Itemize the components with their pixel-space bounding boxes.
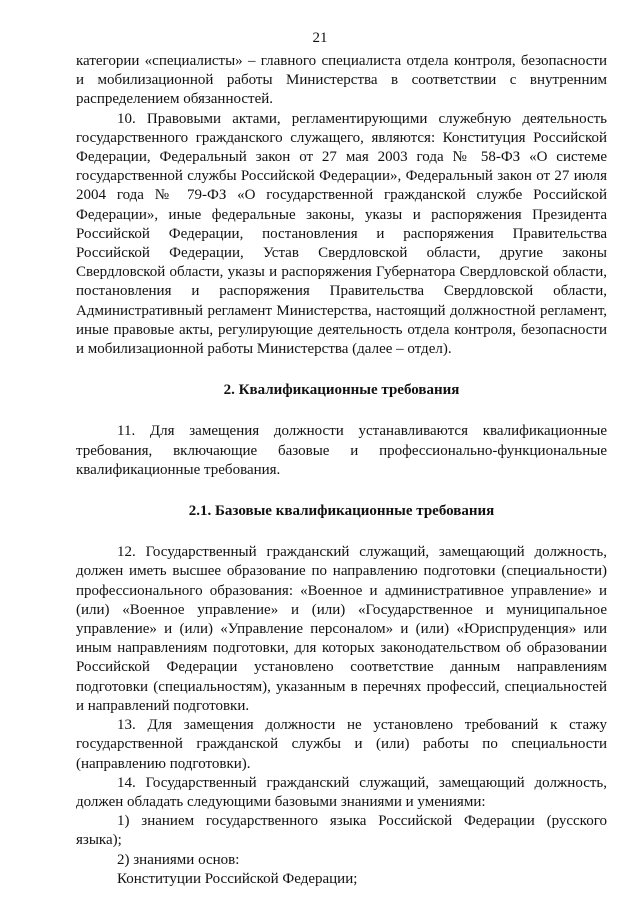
paragraph-intro: категории «специалисты» – главного специалиста отдела контроля, безопасности и мобилизационной работы Министерства в соответствии с внутренним распределением обязанностей.	[76, 53, 607, 108]
section-heading-2-1: 2.1. Базовые квалификационные требования	[188, 503, 495, 520]
section-heading-2: 2. Квалификационные требования	[223, 382, 460, 399]
document-body	[76, 52, 607, 889]
paragraph-11: 11. Для замещения должности устанавливаются квалификационные требования, включающие базовые и профессионально-функциональные квалификационные требования.	[76, 423, 607, 478]
paragraph-13: 13. Для замещения должности не установлено требований к стажу государственной гражданской службы и (или) работы по специальности (направлению подготовки).	[76, 717, 607, 772]
paragraph-10: 10. Правовыми актами, регламентирующими служебную деятельность государственного гражданского служащего, являются: Конституция Российской Федерации, Федеральный закон от 27 мая 2003 года № 58-ФЗ «О системе государственной службы Российской Федерации», Федеральный закон от 27 июля 2004 года № 79-ФЗ «О государственной гражданской службе Российской Федерации», иные федеральные законы, указы и распоряжения Президента Российской Федерации, постановления и распоряжения Правительства Российской Федерации, Устав Свердловской области, другие законы Свердловской области, указы и распоряжения Губернатора Свердловской области, постановления и распоряжения Правительства Свердловской области, Административный регламент Министерства, настоящий должностной регламент, иные правовые акты, регулирующие деятельность отдела контроля, безопасности и мобилизационной работы Министерства (далее – отдел).	[76, 110, 607, 358]
paragraph-14: 14. Государственный гражданский служащий, замещающий должность, должен обладать следующими базовыми знаниями и умениями:	[76, 774, 607, 810]
list-item-14-1: 1) знанием государственного языка Российской Федерации (русского языка);	[76, 813, 607, 849]
list-item-14-2: 2) знаниями основ:	[117, 851, 240, 868]
page-number: 21	[312, 30, 328, 46]
paragraph-12: 12. Государственный гражданский служащий, замещающий должность, должен иметь высшее образование по направлению подготовки (специальности) профессионального образования: «Военное и административное управление» и (или) «Военное управление» и (или) «Государственное и муниципальное управление» и (или) «Управление персоналом» и (или) «Юриспруденция» или иным направлениям подготовки, для которых законодательством об образовании Российской Федерации установлено соответствие данным направлениям подготовки (специальностям), указанным в перечнях профессий, специальностей и направлений подготовки.	[76, 544, 607, 714]
list-item-14-2-constitution: Конституции Российской Федерации;	[117, 870, 358, 887]
